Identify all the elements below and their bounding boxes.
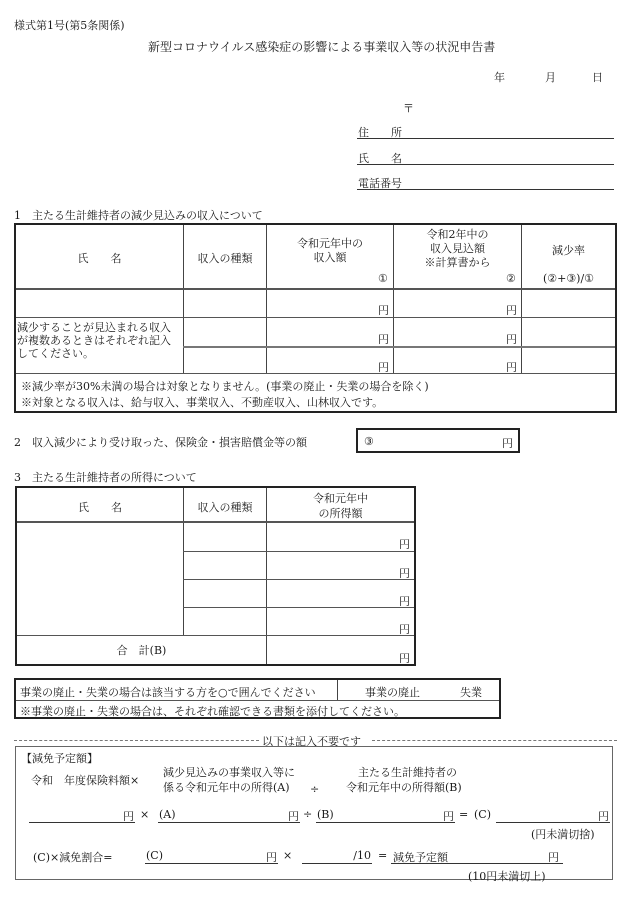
insurance-yen: 円	[502, 437, 513, 450]
reduction-box	[15, 746, 613, 883]
s3-total-yen: 円	[399, 652, 410, 665]
insurance-amount-field[interactable]	[356, 428, 520, 453]
round-up-note: (10円未満切上)	[468, 870, 546, 883]
reduction-heading: 【減免予定額】	[21, 752, 98, 765]
row2-r1-yen: 円	[378, 333, 389, 346]
header-r1-income-line2: 収入額	[313, 251, 347, 264]
a-mark: (A)	[159, 808, 176, 821]
s3-name-cell[interactable]	[17, 523, 183, 635]
planned-yen: 円	[548, 851, 559, 864]
premium-yen: 円	[123, 810, 134, 823]
closure-instruction: 事業の廃止・失業の場合は該当する方を○で囲んでください	[20, 686, 316, 699]
mark-3: ③	[364, 435, 374, 448]
header-rate-formula: (②+③)/①	[542, 272, 595, 285]
phone-label: 電話番号	[358, 177, 402, 190]
divide-1: ÷	[303, 808, 313, 821]
multi-income-note-line3: してください。	[17, 347, 94, 360]
equals-1: =	[459, 808, 469, 821]
address-label: 住 所	[358, 126, 402, 139]
closure-option-unemployment[interactable]: 失業	[460, 686, 482, 699]
s3-header-income-line2: の所得額	[318, 507, 363, 520]
label-b-line1: 主たる生計維持者の	[358, 766, 457, 779]
mark-1: ①	[378, 272, 388, 285]
mark-2: ②	[506, 272, 516, 285]
s3-header-name: 氏 名	[78, 501, 122, 514]
c-field-2[interactable]	[145, 848, 278, 864]
c-yen: 円	[598, 810, 609, 823]
b-field[interactable]	[316, 807, 455, 823]
row1-r1-yen: 円	[378, 304, 389, 317]
b-yen: 円	[443, 810, 454, 823]
multi-income-note	[17, 321, 171, 360]
divider-text: 以下は記入不要です	[262, 735, 361, 748]
c-mark-1: (C)	[474, 808, 491, 821]
label-b-line2: 令和元年中の所得額(B)	[346, 781, 462, 794]
section3-heading: 3 主たる生計維持者の所得について	[14, 471, 197, 484]
equals-2: =	[378, 849, 388, 862]
postal-mark: 〒	[403, 102, 414, 115]
round-down-note: (円未満切捨)	[531, 828, 595, 841]
a-field[interactable]	[158, 807, 300, 823]
label-divide: ÷	[310, 783, 320, 796]
s3-header-income-type: 収入の種類	[197, 501, 253, 514]
header-r2-line1: 令和2年中の	[426, 228, 489, 241]
header-name: 氏 名	[77, 252, 122, 265]
ratio-field[interactable]	[302, 848, 372, 864]
date-month-label: 月	[545, 71, 556, 84]
c-yen-2: 円	[266, 851, 277, 864]
name-label: 氏 名	[358, 152, 402, 165]
c-field[interactable]	[496, 807, 610, 823]
b-mark: (B)	[317, 808, 334, 821]
label-a-line2: 係る令和元年中の所得(A)	[163, 781, 290, 794]
name-field[interactable]	[357, 149, 614, 165]
row2-r2-yen: 円	[506, 333, 517, 346]
s3-header-income-line1: 令和元年中	[313, 492, 368, 505]
s3-row2-yen: 円	[399, 567, 410, 580]
footnote-2: ※対象となる収入は、給与収入、事業収入、不動産収入、山林収入です。	[21, 396, 384, 409]
form-number: 様式第1号(第5条関係)	[14, 19, 125, 32]
header-rate: 減少率	[552, 244, 585, 257]
ratio-suffix: /10	[353, 849, 371, 862]
formula-label: (C)×減免割合=	[33, 851, 113, 864]
closure-note: ※事業の廃止・失業の場合は、それぞれ確認できる書類を添付してください。	[20, 705, 405, 718]
planned-label: 減免予定額	[393, 851, 448, 864]
section1-heading: 1 主たる生計維持者の減少見込みの収入について	[14, 209, 263, 222]
address-field[interactable]	[357, 123, 614, 139]
page-title: 新型コロナウイルス感染症の影響による事業収入等の状況申告書	[148, 40, 496, 54]
row1-type-cell[interactable]	[184, 290, 266, 317]
s3-row4-yen: 円	[399, 623, 410, 636]
label-a-line1: 減少見込みの事業収入等に	[163, 766, 295, 779]
row1-r2-yen: 円	[506, 304, 517, 317]
s3-row3-yen: 円	[399, 595, 410, 608]
s3-row1-yen: 円	[399, 538, 410, 551]
date-year-label: 年	[494, 71, 505, 84]
closure-option-business[interactable]: 事業の廃止	[365, 686, 420, 699]
divider-right	[372, 740, 617, 741]
section2-heading: 2 収入減少により受け取った、保険金・損害賠償金等の額	[14, 436, 307, 449]
section1-table	[14, 223, 617, 413]
phone-field[interactable]	[357, 174, 614, 190]
multi-income-note-line2: が複数あるときはそれぞれ記入	[17, 334, 171, 347]
premium-field[interactable]	[29, 807, 135, 823]
row3-r1-yen: 円	[378, 361, 389, 374]
closure-box	[14, 678, 501, 719]
multi-income-note-line1: 減少することが見込まれる収入	[17, 321, 171, 334]
footnote-1: ※減少率が30%未満の場合は対象となりません。(事業の廃止・失業の場合を除く)	[21, 380, 429, 393]
section3-table	[15, 486, 416, 666]
s3-total-label: 合 計(B)	[116, 644, 167, 657]
header-r2-line2: 収入見込額	[430, 242, 485, 255]
label-premium: 令和 年度保険料額×	[31, 774, 140, 787]
header-income-type: 収入の種類	[197, 252, 253, 265]
times-2: ×	[283, 849, 293, 862]
a-yen: 円	[288, 810, 299, 823]
planned-amount-field[interactable]	[391, 848, 563, 864]
divider-left	[14, 740, 259, 741]
c-mark-2: (C)	[146, 849, 163, 862]
times-1: ×	[140, 808, 150, 821]
header-r1-income-line1: 令和元年中の	[297, 237, 363, 250]
row3-r2-yen: 円	[506, 361, 517, 374]
date-day-label: 日	[592, 71, 603, 84]
header-r2-line3: ※計算書から	[424, 256, 491, 269]
row1-name-cell[interactable]	[16, 290, 183, 317]
